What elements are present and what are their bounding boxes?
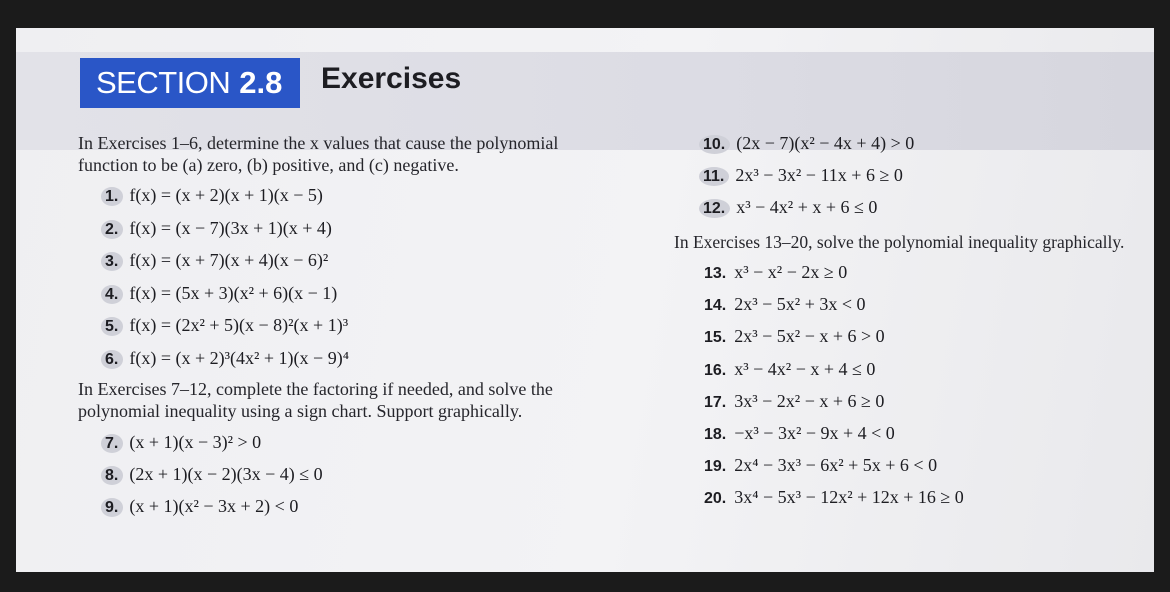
instruction-line: In Exercises 7–12, complete the factoring if needed, and solve the [78,379,553,399]
page-title: Exercises [321,62,462,95]
exercise-expression: f(x) = (x + 7)(x + 4)(x − 6)² [129,250,329,270]
instruction-line: In Exercises 1–6, determine the x values that cause the polynomial [78,133,559,153]
exercise-expression: (2x − 7)(x² − 4x + 4) > 0 [736,133,915,153]
exercise-expression: 2x³ − 5x² + 3x < 0 [734,294,866,315]
exercise-number: 7. [101,434,123,453]
instructions-1-6 [78,132,638,176]
exercise-number: 6. [101,350,123,369]
exercise-item [101,496,298,517]
exercise-expression: 2x⁴ − 3x³ − 6x² + 5x + 6 < 0 [734,455,938,476]
exercise-item [699,165,903,186]
exercise-number: 10. [699,135,730,154]
instruction-line: polynomial inequality using a sign chart. Support graphically. [78,401,523,421]
exercise-item [704,487,964,508]
exercise-item [699,197,877,218]
exercise-expression: (x + 1)(x² − 3x + 2) < 0 [129,496,299,516]
exercise-item [101,432,261,453]
exercise-item [101,185,323,206]
exercise-number: 4. [101,285,123,304]
exercise-expression: 2x³ − 5x² − x + 6 > 0 [734,326,885,347]
section-number: 2.8 [239,65,283,100]
exercise-expression: f(x) = (2x² + 5)(x − 8)²(x + 1)³ [129,315,349,335]
exercise-item [704,262,847,283]
exercise-number: 16. [704,361,727,379]
instruction-line: In Exercises 13–20, solve the polynomial inequality graphically. [674,232,1125,252]
exercise-number: 13. [704,265,727,282]
section-word: SECTION [96,65,231,100]
exercise-number: 15. [704,329,727,347]
exercise-expression: x³ − x² − 2x ≥ 0 [734,262,848,282]
exercise-number: 8. [101,466,123,485]
exercise-number: 9. [101,498,123,517]
section-label-box [80,58,300,108]
textbook-page [16,28,1154,572]
exercise-item [704,391,884,412]
exercise-number: 11. [699,167,729,186]
exercise-expression: (2x + 1)(x − 2)(3x − 4) ≤ 0 [129,464,323,484]
exercise-expression: f(x) = (x − 7)(3x + 1)(x + 4) [129,217,332,238]
exercise-item [101,464,323,485]
exercise-item [704,294,866,315]
exercise-item [101,218,332,239]
exercise-number: 5. [101,317,123,336]
instructions-13-20 [674,231,1154,253]
exercise-number: 18. [704,426,727,443]
exercise-number: 14. [704,297,727,315]
exercise-item [704,326,885,347]
exercise-number: 2. [101,220,123,239]
exercise-number: 17. [704,393,727,411]
exercise-item [704,455,937,476]
exercise-item [699,133,914,154]
exercise-number: 19. [704,458,727,476]
exercise-expression: x³ − 4x² − x + 4 ≤ 0 [734,358,876,379]
exercise-expression: x³ − 4x² + x + 6 ≤ 0 [736,197,878,217]
exercise-item [704,359,875,380]
exercise-expression: −x³ − 3x² − 9x + 4 < 0 [734,423,895,443]
exercise-expression: (x + 1)(x − 3)² > 0 [129,432,262,452]
exercise-expression: 3x³ − 2x² − x + 6 ≥ 0 [734,390,885,411]
exercise-item [704,423,895,444]
exercise-number: 12. [699,199,730,218]
exercise-expression: f(x) = (5x + 3)(x² + 6)(x − 1) [129,282,338,303]
exercise-item [101,348,349,369]
exercise-expression: f(x) = (x + 2)(x + 1)(x − 5) [129,185,323,205]
exercise-item [101,250,328,271]
exercise-expression: 2x³ − 3x² − 11x + 6 ≥ 0 [735,165,903,185]
instruction-line: function to be (a) zero, (b) positive, and (c) negative. [78,155,459,175]
exercise-item [101,315,348,336]
instructions-7-12 [78,378,638,422]
exercise-expression: 3x⁴ − 5x³ − 12x² + 12x + 16 ≥ 0 [734,487,964,508]
exercise-number: 3. [101,252,123,271]
exercise-number: 20. [704,490,727,508]
exercise-item [101,283,337,304]
exercise-expression: f(x) = (x + 2)³(4x² + 1)(x − 9)⁴ [129,347,349,368]
exercise-number: 1. [101,187,123,206]
